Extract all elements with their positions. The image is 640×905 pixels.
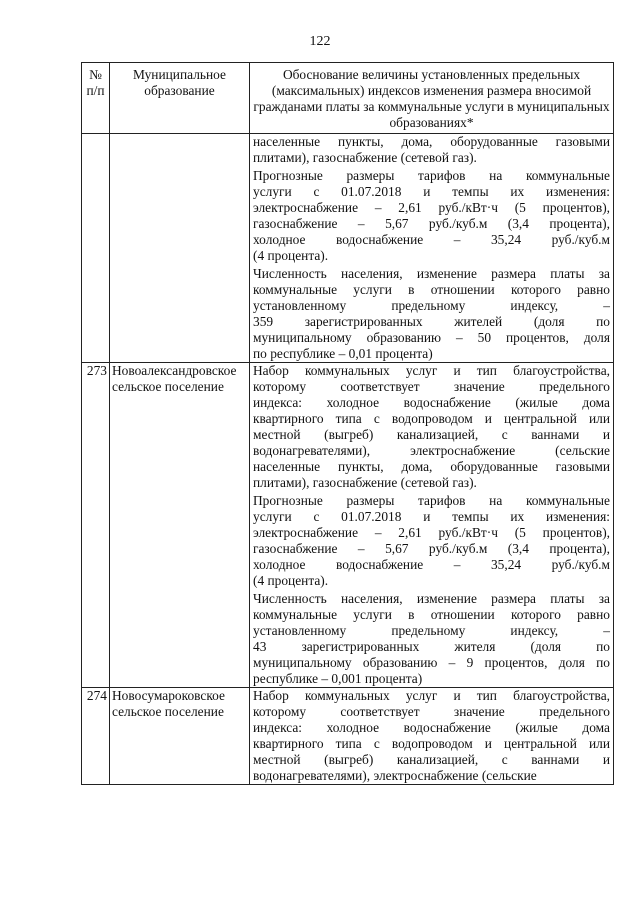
text-line: плитами), газоснабжение (сетевой газ). xyxy=(253,150,477,165)
text-line: населенные пункты, дома, оборудованные газовыми xyxy=(253,134,610,149)
text-line: установленному предельному индексу, – xyxy=(253,623,610,638)
text-line: населенные пункты, дома, оборудованные газовыми xyxy=(253,459,610,474)
row-municipality: Новосумароковское сельское поселение xyxy=(110,688,250,785)
text-line: Набор коммунальных услуг и тип благоустройства, xyxy=(253,688,610,703)
text-line: индекса: холодное водоснабжение (жилые дома xyxy=(253,395,610,410)
text-line: республике – 0,001 процента) xyxy=(253,671,423,686)
row-municipality xyxy=(110,134,250,363)
text-line: газоснабжение – 5,67 руб./куб.м (3,4 процента), xyxy=(253,216,610,231)
text-line: (4 процента). xyxy=(253,248,329,263)
text-line: водонагревателями), электроснабжение (сельские xyxy=(253,768,537,783)
page-number: 122 xyxy=(309,34,331,49)
text-line: коммунальные услуги в отношении которого равно xyxy=(253,282,610,297)
text-line: Прогнозные размеры тарифов на коммунальные xyxy=(253,493,610,508)
header-municipality: Муниципальное образование xyxy=(110,63,250,134)
text-line: Набор коммунальных услуг и тип благоустройства, xyxy=(253,363,610,378)
row-num xyxy=(82,134,110,363)
text-line: местной (выгреб) канализацией, с ваннами и xyxy=(253,427,610,442)
text-line: местной (выгреб) канализацией, с ваннами и xyxy=(253,752,610,767)
text-line: электроснабжение – 2,61 руб./кВт·ч (5 процентов), xyxy=(253,200,610,215)
row-justification xyxy=(250,688,614,785)
text-line: услуги с 01.07.2018 и темпы их изменения: xyxy=(253,184,610,199)
row-num: 274 xyxy=(82,688,110,785)
text-line: квартирного типа с водопроводом и центральной или xyxy=(253,411,610,426)
text-line: 359 зарегистрированных жителей (доля по xyxy=(253,314,610,329)
text-line: индекса: холодное водоснабжение (жилые дома xyxy=(253,720,610,735)
text-line: плитами), газоснабжение (сетевой газ). xyxy=(253,475,477,490)
text-line: квартирного типа с водопроводом и центральной или xyxy=(253,736,610,751)
text-line: (4 процента). xyxy=(253,573,329,588)
text-line: которому соответствует значение предельного xyxy=(253,379,610,394)
header-justification: Обоснование величины установленных предельных (максимальных) индексов изменения размера вносимой гражданами платы за коммунальные услуги в муниципальных образованиях* xyxy=(250,63,614,134)
text-line: муниципальному образованию – 9 процентов, доля по xyxy=(253,655,610,670)
row-justification xyxy=(250,363,614,688)
table-row xyxy=(82,134,614,363)
text-line: холодное водоснабжение – 35,24 руб./куб.м xyxy=(253,232,610,247)
text-line: коммунальные услуги в отношении которого равно xyxy=(253,607,610,622)
text-line: холодное водоснабжение – 35,24 руб./куб.м xyxy=(253,557,610,572)
tariff-justification-table xyxy=(81,62,614,785)
row-num: 273 xyxy=(82,363,110,688)
text-line: которому соответствует значение предельного xyxy=(253,704,610,719)
text-line: услуги с 01.07.2018 и темпы их изменения: xyxy=(253,509,610,524)
table-row xyxy=(82,688,614,785)
text-line: Прогнозные размеры тарифов на коммунальные xyxy=(253,168,610,183)
text-line: Численность населения, изменение размера платы за xyxy=(253,591,610,606)
text-line: водонагревателями), электроснабжение (сельские xyxy=(253,443,610,458)
text-line: по республике – 0,01 процента) xyxy=(253,346,433,361)
table-header-row xyxy=(82,63,614,134)
text-line: установленному предельному индексу, – xyxy=(253,298,610,313)
row-justification xyxy=(250,134,614,363)
text-line: Численность населения, изменение размера платы за xyxy=(253,266,610,281)
text-line: газоснабжение – 5,67 руб./куб.м (3,4 процента), xyxy=(253,541,610,556)
row-municipality: Новоалександровское сельское поселение xyxy=(110,363,250,688)
table-row xyxy=(82,363,614,688)
text-line: муниципальному образованию – 50 процентов, доля xyxy=(253,330,610,345)
text-line: электроснабжение – 2,61 руб./кВт·ч (5 процентов), xyxy=(253,525,610,540)
header-num: № п/п xyxy=(82,63,110,134)
text-line: 43 зарегистрированных жителя (доля по xyxy=(253,639,610,654)
